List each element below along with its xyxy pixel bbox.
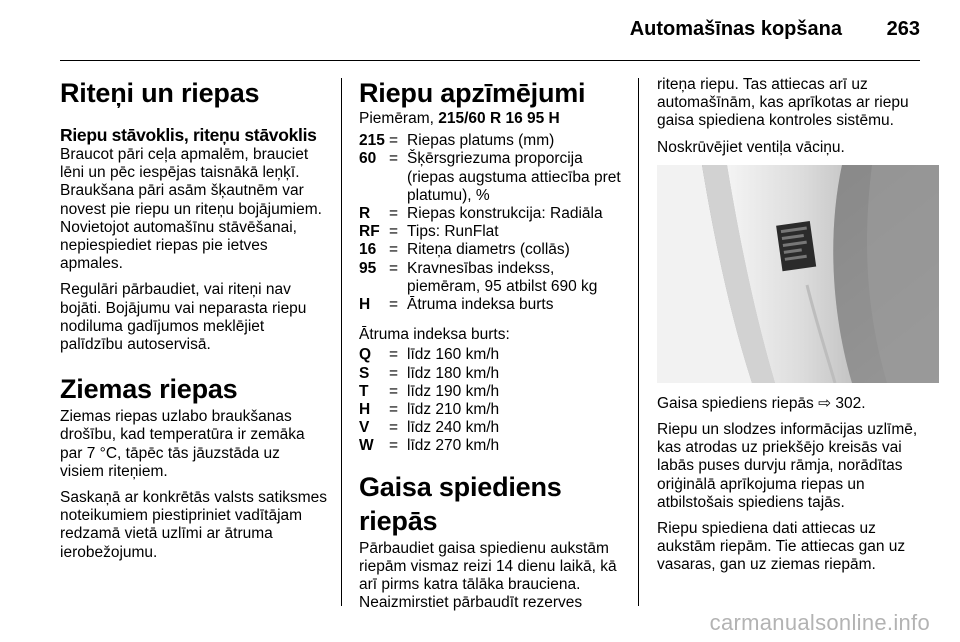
paragraph: Riepu spiediena dati attiecas uz aukstām riepām. Tie attiecas gan uz vasaras, gan uz ziemas riepām. xyxy=(657,520,906,574)
tyre-code-row xyxy=(359,296,627,314)
speed-index-row-value: līdz 160 km/h xyxy=(407,346,500,364)
tyre-code-row-equals: = xyxy=(389,205,399,223)
speed-index-row-key: H xyxy=(359,401,371,419)
speed-index-table xyxy=(359,346,499,455)
paragraph: Regulāri pārbaudiet, vai riteņi nav bojāti. Bojājumu vai neparasta riepu nodiluma gadījumos meklējiet palīdzību autoservisā. xyxy=(60,281,307,354)
paragraph: Ziemas riepas uzlabo braukšanas drošību, kad temperatūra ir zemāka par 7 °C, tāpēc tās jāuzstāda uz visiem riteņiem. xyxy=(60,408,305,480)
subsection-title-tyre-condition: Riepu stāvoklis, riteņu stāvoklis xyxy=(60,125,317,145)
tyre-code-row-key: 16 xyxy=(359,241,377,259)
speed-index-row-key: S xyxy=(359,364,370,382)
speed-index-row xyxy=(359,419,499,437)
paragraph: Riepu un slodzes informācijas uzlīmē, kas atrodas uz priekšējo kreisās vai labās puses durvju rāmja, norādītas oriģinālā aprīkojuma riepas un atbilstošais spiediens tajās. xyxy=(657,421,918,511)
speed-index-row-equals: = xyxy=(389,419,399,437)
speed-index-row-value: līdz 270 km/h xyxy=(407,437,500,455)
example-line xyxy=(359,110,627,128)
tyre-code-row-key: 60 xyxy=(359,150,377,168)
tyre-code-row-equals: = xyxy=(389,223,399,241)
speed-index-row xyxy=(359,437,499,455)
speed-index-row-value: līdz 180 km/h xyxy=(407,364,500,382)
speed-index-row-equals: = xyxy=(389,364,399,382)
tyre-code-row-value: Riepas platums (mm) xyxy=(407,132,555,150)
header-rule xyxy=(60,60,920,61)
paragraph: riteņa riepu. Tas attiecas arī uz automašīnām, kas aprīkotas ar riepu gaisa spiediena kontroles sistēmu. xyxy=(657,76,909,130)
tyre-code-row xyxy=(359,223,627,241)
tyre-code-row-value: Riepas konstrukcija: Radiāla xyxy=(407,205,603,223)
section-title-tyre-designations: Riepu apzīmējumi xyxy=(359,78,586,108)
speed-index-row xyxy=(359,383,499,401)
column-divider-2 xyxy=(638,78,639,606)
column-3 xyxy=(657,76,927,583)
speed-index-intro: Ātruma indeksa burts: xyxy=(359,326,510,344)
column-2 xyxy=(359,76,627,620)
speed-index-row-value: līdz 210 km/h xyxy=(407,401,500,419)
speed-index-row-key: T xyxy=(359,382,369,400)
column-divider-1 xyxy=(341,78,342,606)
tyre-code-row-value: Šķērsgriezuma proporcija (riepas augstuma attiecība pret platumu), % xyxy=(407,150,621,204)
tyre-code-row xyxy=(359,132,627,150)
paragraph: Noskrūvējiet ventiļa vāciņu. xyxy=(657,138,845,156)
tyre-code-row-value: Ātruma indeksa burts xyxy=(407,296,554,314)
page-number: 263 xyxy=(886,18,920,40)
speed-index-row-value: līdz 240 km/h xyxy=(407,419,500,437)
watermark: carmanualsonline.info xyxy=(709,610,930,635)
tyre-code-row-key: H xyxy=(359,296,371,314)
example-prefix: Piemēram, xyxy=(359,110,439,127)
section-title-winter-tyres: Ziemas riepas xyxy=(60,374,238,405)
speed-index-row xyxy=(359,401,499,419)
speed-index-row-key: Q xyxy=(359,346,372,364)
speed-index-row-key: V xyxy=(359,419,370,437)
door-frame-label-illustration xyxy=(657,165,939,383)
tyre-code-row-equals: = xyxy=(389,241,399,259)
tyre-code-row-value: Kravnesības indekss, piemēram, 95 atbilst 690 kg xyxy=(407,259,598,295)
paragraph: Pārbaudiet gaisa spiedienu aukstām riepām vismaz reizi 14 dienu laikā, kā arī pirms katra tālāka brauciena. Neaizmirstiet pārbaudīt rezerves xyxy=(359,539,617,612)
speed-index-row-equals: = xyxy=(389,437,399,455)
paragraph: Braucot pāri ceļa apmalēm, brauciet lēni un pēc iespējas taisnākā leņķī. Braukšana pāri asām šķautnēm var novest pie riepu un riteņu bojājumiem. Novietojot automašīnu stāvēšanai, nepiespiediet riepas pie ietves apmales. xyxy=(60,146,322,273)
example-code: 215/60 R 16 95 H xyxy=(438,110,560,127)
tyre-code-row-key: 95 xyxy=(359,259,377,277)
speed-index-row-value: līdz 190 km/h xyxy=(407,382,500,400)
tyre-code-row-value: Tips: RunFlat xyxy=(407,223,499,241)
tyre-code-row-key: 215 xyxy=(359,132,385,150)
speed-index-row-key: W xyxy=(359,437,374,455)
section-title-tyre-pressure: Gaisa spiediens riepās xyxy=(359,471,562,536)
tyre-code-row xyxy=(359,241,627,259)
tyre-code-row-key: RF xyxy=(359,223,380,241)
section-title-wheels-tyres: Riteņi un riepas xyxy=(60,78,260,108)
speed-index-row xyxy=(359,346,499,364)
speed-index-row xyxy=(359,365,499,383)
speed-index-row-equals: = xyxy=(389,401,399,419)
page-header-title: Automašīnas kopšana xyxy=(629,18,842,40)
tyre-code-row-equals: = xyxy=(389,296,399,314)
tyre-code-row-key: R xyxy=(359,205,371,223)
tyre-code-row xyxy=(359,205,627,223)
paragraph: Gaisa spiediens riepās ⇨ 302. xyxy=(657,394,866,412)
paragraph: Saskaņā ar konkrētās valsts satiksmes noteikumiem piestipriniet vadītājam redzamā vietā uzlīmi ar ātruma ierobežojumu. xyxy=(60,489,328,561)
tyre-code-row xyxy=(359,150,627,205)
speed-index-row-equals: = xyxy=(389,346,399,364)
tyre-code-row-equals: = xyxy=(389,132,399,150)
speed-index-row-equals: = xyxy=(389,382,399,400)
tyre-code-row-equals: = xyxy=(389,150,399,168)
tyre-code-row-equals: = xyxy=(389,259,399,277)
column-1 xyxy=(60,76,328,570)
tyre-pressure-label-photo xyxy=(657,165,939,383)
tyre-code-table xyxy=(359,132,627,314)
tyre-code-row xyxy=(359,260,627,296)
tyre-code-row-value: Riteņa diametrs (collās) xyxy=(407,241,570,259)
